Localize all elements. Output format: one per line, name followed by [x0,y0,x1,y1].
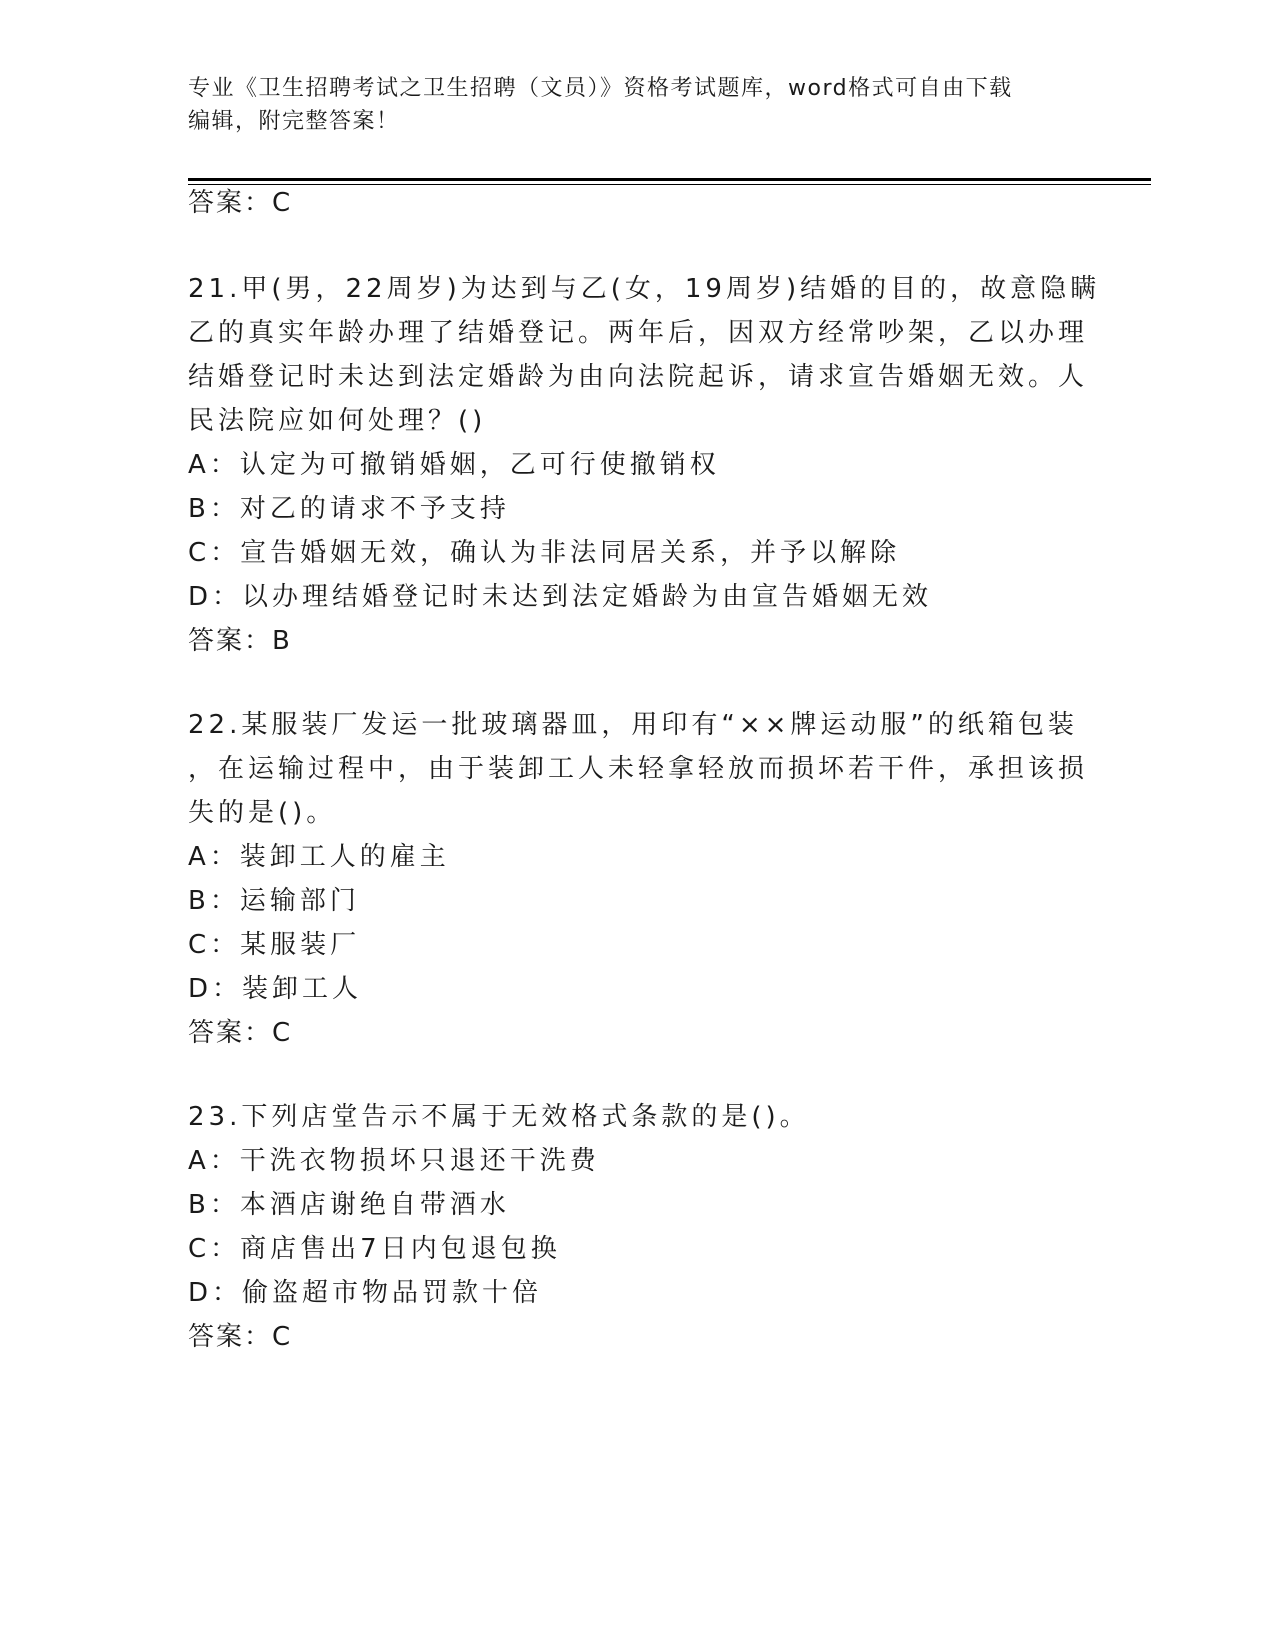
question-21-option-d: D：以办理结婚登记时未达到法定婚龄为由宣告婚姻无效 [188,582,933,612]
question-22-option-b: B：运输部门 [188,886,360,916]
question-21-stem-line-4: 民法院应如何处理？() [188,406,487,436]
question-23-option-b: B：本酒店谢绝自带酒水 [188,1190,510,1220]
question-23-stem-line-1: 23.下列店堂告示不属于无效格式条款的是()。 [188,1102,810,1132]
question-22-stem-line-1: 22.某服装厂发运一批玻璃器皿，用印有“××牌运动服”的纸箱包装 [188,710,1078,740]
header-line-1: 专业《卫生招聘考试之卫生招聘（文员）》资格考试题库，word格式可自由下载 [188,76,1013,101]
question-22-option-d: D：装卸工人 [188,974,363,1004]
answer-previous-question: 答案：C [188,188,293,218]
question-23-option-c: C：商店售出7日内包退包换 [188,1234,561,1264]
question-22-option-c: C：某服装厂 [188,930,361,960]
question-22-stem-line-3: 失的是()。 [188,798,337,828]
header-line-2: 编辑，附完整答案！ [188,109,400,134]
question-21-stem-line-2: 乙的真实年龄办理了结婚登记。两年后，因双方经常吵架，乙以办理 [188,318,1089,348]
question-21-option-c: C：宣告婚姻无效，确认为非法同居关系，并予以解除 [188,538,901,568]
question-21-stem-line-3: 结婚登记时未达到法定婚龄为由向法院起诉，请求宣告婚姻无效。人 [188,362,1089,392]
question-21-option-a: A：认定为可撤销婚姻，乙可行使撤销权 [188,450,720,480]
question-21-option-b: B：对乙的请求不予支持 [188,494,510,524]
question-23-option-a: A：干洗衣物损坏只退还干洗费 [188,1146,600,1176]
question-22-answer: 答案：C [188,1018,293,1048]
question-23-option-d: D：偷盗超市物品罚款十倍 [188,1278,543,1308]
question-21-answer: 答案：B [188,626,292,656]
question-22-option-a: A：装卸工人的雇主 [188,842,450,872]
header-divider-thin [188,184,1151,185]
question-21-stem-line-1: 21.甲(男，22周岁)为达到与乙(女，19周岁)结婚的目的，故意隐瞒 [188,274,1101,304]
document-header [188,72,1088,138]
question-22-stem-line-2: ，在运输过程中，由于装卸工人未轻拿轻放而损坏若干件，承担该损 [188,754,1089,784]
header-divider-thick [188,178,1151,181]
question-23-answer: 答案：C [188,1322,293,1352]
